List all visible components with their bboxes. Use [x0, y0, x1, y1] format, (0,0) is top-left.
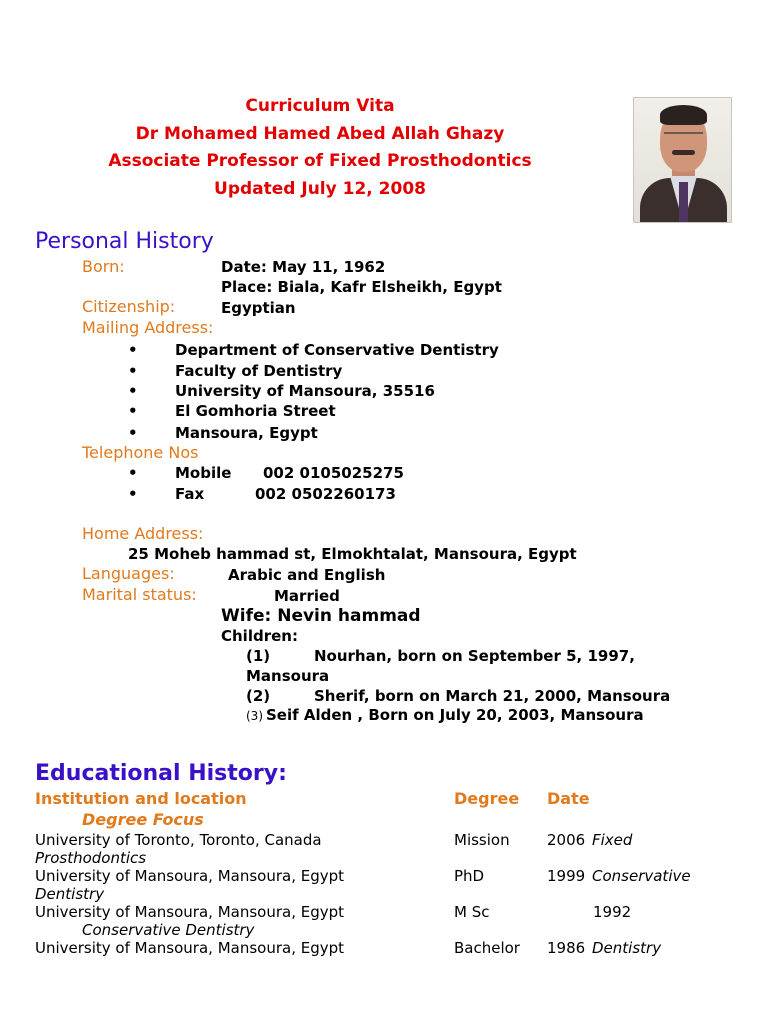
education-degree: Mission	[454, 831, 510, 849]
marital-status-value: Married	[274, 587, 340, 605]
person-name: Dr Mohamed Hamed Abed Allah Ghazy	[135, 124, 505, 144]
mailing-line: Department of Conservative Dentistry	[175, 341, 499, 359]
educational-history-heading: Educational History:	[35, 761, 287, 786]
telephone-label: Telephone Nos	[82, 443, 199, 462]
child-entry: Seif Alden , Born on July 20, 2003, Mansoura	[266, 706, 644, 724]
column-date: Date	[547, 789, 590, 808]
fax-number: 002 0502260173	[255, 485, 396, 503]
languages-value: Arabic and English	[228, 566, 386, 584]
children-label: Children:	[221, 627, 298, 645]
column-institution: Institution and location	[35, 789, 247, 808]
born-place: Place: Biala, Kafr Elsheikh, Egypt	[221, 278, 502, 296]
born-date: Date: May 11, 1962	[221, 258, 386, 276]
education-date: 1992	[593, 903, 632, 921]
marital-status-label: Marital status:	[82, 585, 197, 604]
education-focus: Conservative	[592, 867, 691, 885]
bullet: •	[128, 362, 138, 380]
mailing-line: University of Mansoura, 35516	[175, 382, 435, 400]
bullet: •	[128, 402, 138, 420]
personal-history-heading: Personal History	[35, 229, 214, 254]
education-institution: University of Mansoura, Mansoura, Egypt	[35, 903, 345, 921]
mailing-line: Faculty of Dentistry	[175, 362, 343, 380]
languages-label: Languages:	[82, 564, 175, 583]
education-institution: University of Toronto, Toronto, Canada	[35, 831, 322, 849]
portrait-photo	[633, 97, 732, 223]
child-number: (1)	[246, 647, 271, 665]
bullet: •	[128, 424, 138, 442]
education-focus: Dentistry	[592, 939, 662, 957]
child-entry: Sherif, born on March 21, 2000, Mansoura	[314, 687, 671, 705]
child-entry: Nourhan, born on September 5, 1997,	[314, 647, 635, 665]
bullet: •	[128, 485, 138, 503]
education-institution: University of Mansoura, Mansoura, Egypt	[35, 939, 345, 957]
education-focus: Fixed	[592, 831, 633, 849]
born-label: Born:	[82, 257, 125, 276]
home-address: 25 Moheb hammad st, Elmokhtalat, Mansoura, Egypt	[128, 545, 577, 563]
education-focus-continued: Prosthodontics	[35, 849, 147, 867]
education-degree: PhD	[454, 867, 485, 885]
person-position: Associate Professor of Fixed Prosthodontics	[108, 151, 532, 171]
fax-label: Fax	[175, 485, 205, 503]
column-degree-focus: Degree Focus	[82, 810, 204, 829]
mailing-address-label: Mailing Address:	[82, 318, 214, 337]
bullet: •	[128, 341, 138, 359]
mobile-label: Mobile	[175, 464, 232, 482]
updated-date: Updated July 12, 2008	[214, 179, 426, 199]
column-degree: Degree	[454, 789, 520, 808]
education-degree: Bachelor	[454, 939, 520, 957]
education-focus: Conservative Dentistry	[82, 921, 255, 939]
child-number: (3)	[246, 709, 263, 723]
bullet: •	[128, 382, 138, 400]
education-date: 1986	[547, 939, 586, 957]
education-focus-continued: Dentistry	[35, 885, 105, 903]
wife-name: Wife: Nevin hammad	[221, 606, 421, 626]
cv-title: Curriculum Vita	[245, 96, 395, 116]
citizenship-label: Citizenship:	[82, 297, 176, 316]
education-date: 2006	[547, 831, 586, 849]
mailing-line: Mansoura, Egypt	[175, 424, 318, 442]
home-address-label: Home Address:	[82, 524, 204, 543]
education-institution: University of Mansoura, Mansoura, Egypt	[35, 867, 345, 885]
education-date: 1999	[547, 867, 586, 885]
bullet: •	[128, 464, 138, 482]
mailing-line: El Gomhoria Street	[175, 402, 336, 420]
child-entry-continued: Mansoura	[246, 667, 330, 685]
education-degree: M Sc	[454, 903, 490, 921]
mobile-number: 002 0105025275	[263, 464, 404, 482]
child-number: (2)	[246, 687, 271, 705]
citizenship-value: Egyptian	[221, 299, 296, 317]
